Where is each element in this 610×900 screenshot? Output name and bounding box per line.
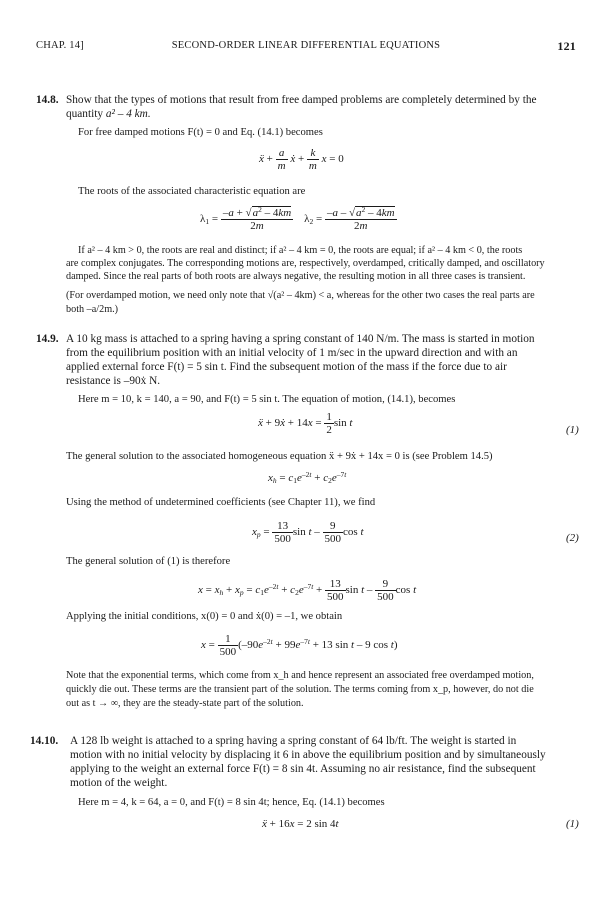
quantity-expression: a² – 4 km. (105, 108, 151, 120)
problem-statement-line: quantity a² – 4 km. (66, 108, 151, 120)
body-line: Using the method of undetermined coefficients (see Chapter 11), we find (66, 497, 376, 508)
body-line: Here m = 4, k = 64, a = 0, and F(t) = 8 sin 4t; hence, Eq. (14.1) becomes (78, 797, 385, 808)
problem-statement-line: motion with no initial velocity by displacing it 6 in above the equilibrium position and by simultaneously (70, 749, 546, 761)
body-line: both –a/2m.) (66, 304, 119, 315)
chapter-label: CHAP. 14] (36, 40, 84, 51)
body-line: are complex conjugates. The corresponding motions are, respectively, overdamped, critically damped, and oscillatory (66, 258, 545, 269)
equation: $x_h = c_1e^{-2t} + c_2e^{-7t}$ (268, 470, 347, 485)
equation-number: (1) (566, 818, 579, 830)
page-number: 121 (557, 39, 576, 53)
body-line: The general solution of (1) is therefore (66, 556, 231, 567)
equation: ẍ + 9ẋ + 14x = $\frac{1}{2}$ sin t (258, 411, 353, 436)
problem-statement-line: A 128 lb weight is attached to a spring having a spring constant of 64 lb/ft. The weight is started in (70, 735, 517, 747)
equation-number: (2) (566, 532, 579, 544)
equation-number: (1) (566, 424, 579, 436)
body-line: quickly die out. These terms are the transient part of the solution. The terms coming from x_p, however, do not die (66, 684, 534, 695)
body-line: Note that the exponential terms, which come from x_h and hence represent an associated free overdamped motion, (66, 670, 534, 681)
equation-roots: $\lambda_1$ = $\frac{-a + √a^2 - 4km}{2m}$ $\lambda_2$ = $\frac{-a - √a^2 - 4km}{2m}$ (200, 205, 395, 232)
problem-number-14-10: 14.10. (30, 735, 59, 747)
chapter-title: SECOND-ORDER LINEAR DIFFERENTIAL EQUATIONS (171, 40, 441, 51)
problem-statement-line: A 10 kg mass is attached to a spring having a spring constant of 140 N/m. The mass is started in motion (66, 333, 535, 345)
body-line: out as t → ∞, they are the steady-state part of the solution. (66, 698, 304, 709)
problem-statement-line: applied external force F(t) = 5 sin t. Find the subsequent motion of the mass if the force due to air (66, 361, 507, 373)
problem-statement-line: applying to the weight an external force F(t) = 8 sin 4t. Assuming no air resistance, find the subsequent (70, 763, 536, 775)
problem-statement-line: Show that the types of motions that result from free damped problems are completely determined by the (66, 94, 537, 106)
equation: $x_p$ = $\frac{13}{500}$ sin t – $\frac{9}{500}$ cos t (252, 520, 364, 545)
body-line: If a² – 4 km > 0, the roots are real and distinct; if a² – 4 km = 0, the roots are equal; if a² – 4 km < 0, the roots (78, 245, 523, 256)
body-line: damped. Since the real parts of both roots are always negative, the resulting motion in all three cases is transient. (66, 271, 526, 282)
body-line: Applying the initial conditions, x(0) = 0 and ẋ(0) = –1, we obtain (66, 611, 343, 622)
running-header (36, 40, 576, 56)
body-line: The roots of the associated characteristic equation are (78, 186, 306, 197)
body-line: (For overdamped motion, we need only note that √(a² – 4km) < a, whereas for the other two cases the real parts are (66, 290, 535, 301)
problem-number-14-8: 14.8. (36, 94, 59, 106)
problem-statement-line: from the equilibrium position with an initial velocity of 1 m/sec in the upward direction and with an (66, 347, 518, 359)
body-line: The general solution to the associated homogeneous equation ẍ + 9ẋ + 14x = 0 is (see Problem 14.5) (66, 451, 493, 462)
body-line: For free damped motions F(t) = 0 and Eq. (14.1) becomes (78, 127, 323, 138)
equation-solution: x = $\frac{1}{500}$ ($-90e^{-2t} + 99e^{-7t} + 13$ sin t – 9 cos t) (201, 633, 398, 658)
equation: ẍ + $\frac{a}{m}$ ẋ + $\frac{k}{m}$ x = 0 (259, 147, 344, 172)
equation: ẍ + 16x = 2 sin 4t (262, 818, 339, 830)
problem-statement-line: motion of the weight. (70, 777, 168, 789)
problem-statement-line: resistance is –90ẋ N. (66, 375, 161, 387)
equation: $x = x_h + x_p = c_1e^{-2t} + c_2e^{-7t}$ + $\frac{13}{500}$ sin t – $\frac{9}{500}$ cos t (198, 578, 417, 603)
problem-number-14-9: 14.9. (36, 333, 59, 345)
body-line: Here m = 10, k = 140, a = 90, and F(t) = 5 sin t. The equation of motion, (14.1), becomes (78, 394, 456, 405)
